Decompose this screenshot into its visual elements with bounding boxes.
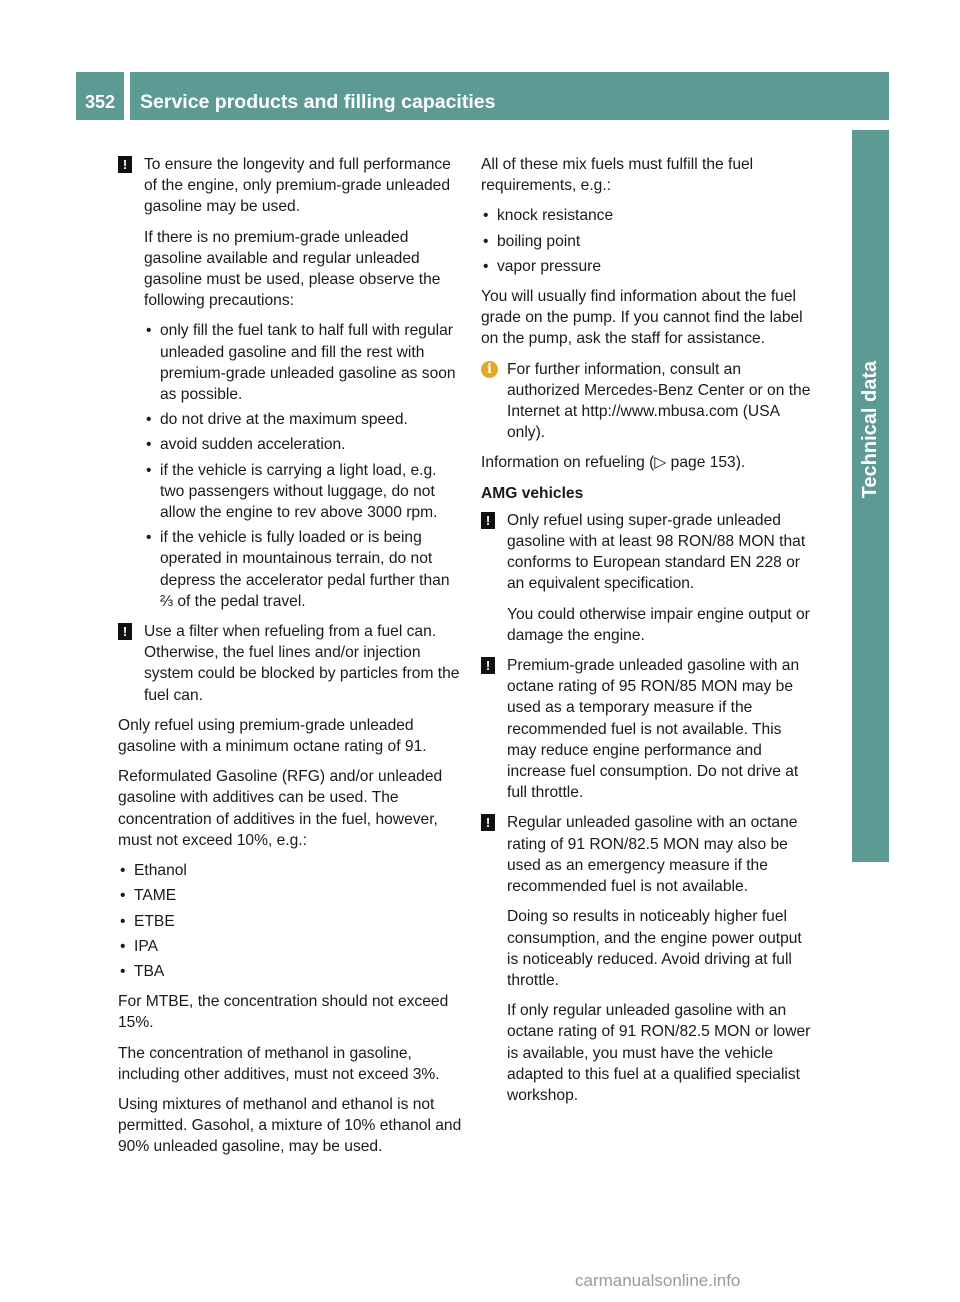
warning-text: If there is no premium-grade unleaded gasoline available and regular unleaded gasoline must be used, please observe the following precautions: bbox=[144, 228, 441, 310]
warning-text: Use a filter when refueling from a fuel can. Otherwise, the fuel lines and/or injection system could be blocked by particles from the fuel can. bbox=[144, 623, 460, 704]
warning-block-premium-temporary bbox=[481, 655, 815, 803]
warning-icon: ! bbox=[481, 814, 495, 831]
right-column bbox=[481, 154, 815, 1115]
list-item: • only fill the fuel tank to half full with regular unleaded gasoline and fill the rest with premium-grade unleaded gasoline as soon as possible. bbox=[144, 320, 462, 405]
warning-block-regular-emergency bbox=[481, 812, 815, 1106]
info-block bbox=[481, 359, 815, 444]
warning-icon: ! bbox=[481, 512, 495, 529]
warning-icon: ! bbox=[118, 156, 132, 173]
warning-block-premium bbox=[118, 154, 462, 612]
requirements-list bbox=[481, 205, 815, 277]
paragraph: Only refuel using premium-grade unleaded gasoline with a minimum octane rating of 91. bbox=[118, 716, 427, 756]
paragraph: Reformulated Gasoline (RFG) and/or unleaded gasoline with additives can be used. The concentration of additives in the fuel, however, must not exceed 10%, e.g.: bbox=[118, 768, 443, 849]
warning-icon: ! bbox=[481, 657, 495, 674]
list-item: • do not drive at the maximum speed. bbox=[144, 409, 462, 430]
list-item: • ETBE bbox=[118, 911, 462, 932]
paragraph: The concentration of methanol in gasoline, including other additives, must not exceed 3%. bbox=[118, 1044, 440, 1083]
side-tab-label-wrap bbox=[852, 130, 889, 730]
list-item: • IPA bbox=[118, 936, 462, 957]
precautions-list bbox=[144, 320, 462, 612]
list-item: • boiling point bbox=[481, 231, 815, 252]
warning-text: You could otherwise impair engine output or damage the engine. bbox=[507, 605, 810, 644]
left-column bbox=[118, 154, 462, 1167]
warning-text: Only refuel using super-grade unleaded gasoline with at least 98 RON/88 MON that conforms to European standard EN 228 or an equivalent specification. bbox=[507, 511, 806, 593]
paragraph: All of these mix fuels must fulfill the fuel requirements, e.g.: bbox=[481, 156, 754, 195]
list-item: • knock resistance bbox=[481, 205, 815, 226]
warning-text: Doing so results in noticeably higher fuel consumption, and the engine power output is noticeably reduced. Avoid driving at full throttle. bbox=[507, 908, 802, 989]
page-number: 352 bbox=[76, 72, 124, 120]
section-heading: AMG vehicles bbox=[481, 484, 584, 502]
additives-list bbox=[118, 860, 462, 982]
list-item: • TAME bbox=[118, 885, 462, 906]
watermark: carmanualsonline.info bbox=[575, 1271, 741, 1290]
warning-text: Premium-grade unleaded gasoline with an octane rating of 95 RON/85 MON may be used as a temporary measure if the recommended fuel is not available. This may reduce engine performance and increase fuel consumption. Do not drive at full throttle. bbox=[507, 657, 800, 802]
list-item: • if the vehicle is fully loaded or is being operated in mountainous terrain, do not depress the accelerator pedal further than ⅔ of the pedal travel. bbox=[144, 527, 462, 612]
paragraph-refuel-reference: Information on refueling (▷ page 153). bbox=[481, 454, 746, 472]
list-item: • if the vehicle is carrying a light load, e.g. two passengers without luggage, do not allow the engine to rev above 3000 rpm. bbox=[144, 460, 462, 524]
info-text: For further information, consult an authorized Mercedes-Benz Center or on the Internet at http://www.mbusa.com (USA only). bbox=[507, 360, 811, 442]
list-item: • avoid sudden acceleration. bbox=[144, 434, 462, 455]
warning-block-filter bbox=[118, 621, 462, 706]
list-item: • TBA bbox=[118, 961, 462, 982]
warning-text: If only regular unleaded gasoline with an octane rating of 91 RON/82.5 MON or lower is available, you must have the vehicle adapted to this fuel at a qualified specialist workshop. bbox=[507, 1002, 811, 1104]
warning-icon: ! bbox=[118, 623, 132, 640]
list-item: • Ethanol bbox=[118, 860, 462, 881]
side-tab-label: Technical data bbox=[858, 361, 881, 499]
page-title: Service products and filling capacities bbox=[130, 72, 889, 120]
warning-block-super-grade bbox=[481, 510, 815, 646]
info-icon: i bbox=[481, 361, 498, 378]
paragraph: Using mixtures of methanol and ethanol is not permitted. Gasohol, a mixture of 10% ethanol and 90% unleaded gasoline, may be used. bbox=[118, 1095, 462, 1156]
warning-text: Regular unleaded gasoline with an octane rating of 91 RON/82.5 MON may also be used as an emergency measure if the recommended fuel is not available. bbox=[507, 814, 798, 896]
warning-text: To ensure the longevity and full performance of the engine, only premium-grade unleaded gasoline may be used. bbox=[144, 156, 451, 216]
paragraph: You will usually find information about the fuel grade on the pump. If you cannot find the label on the pump, ask the staff for assistance. bbox=[481, 288, 803, 348]
list-item: • vapor pressure bbox=[481, 256, 815, 277]
paragraph: For MTBE, the concentration should not exceed 15%. bbox=[118, 993, 449, 1032]
